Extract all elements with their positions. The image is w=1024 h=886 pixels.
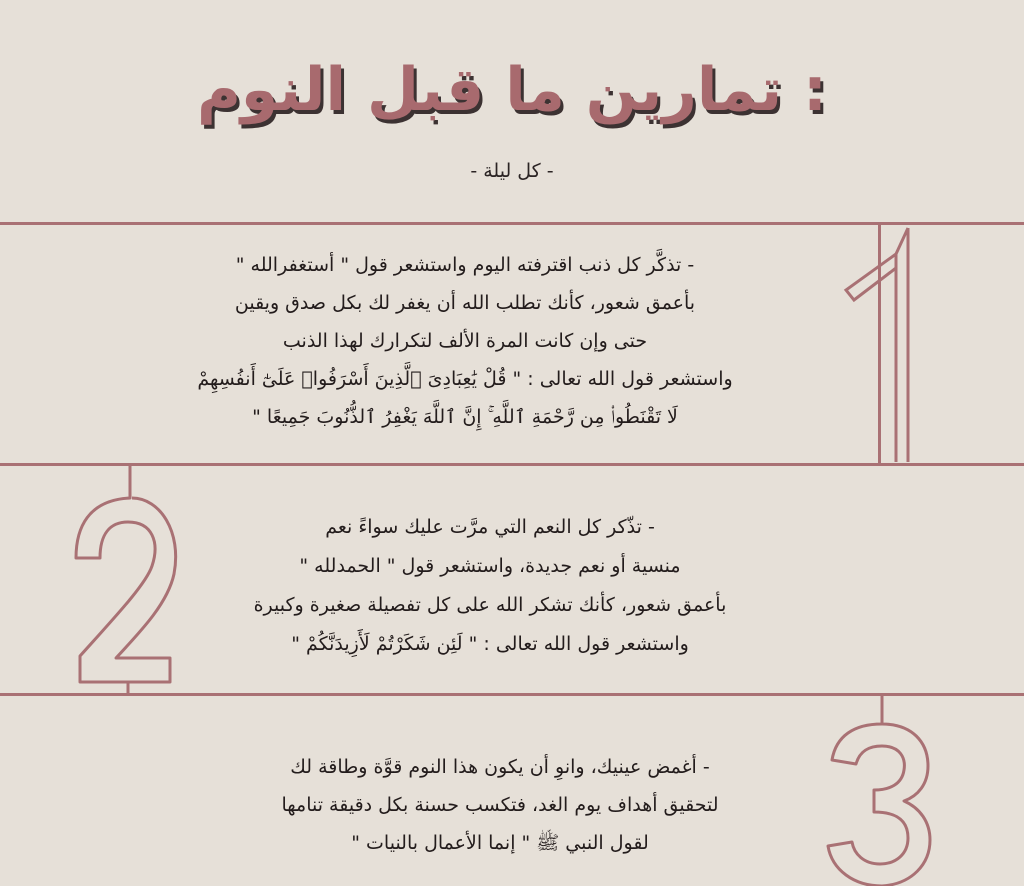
- step-1-line: حتى وإن كانت المرة الألف لتكرارك لهذا الذنب: [282, 330, 648, 352]
- step-2-line: منسية أو نعم جديدة، واستشعر قول " الحمدلله ": [299, 555, 681, 577]
- step-1-numeral: [840, 224, 920, 464]
- step-1-line: - تذكَّر كل ذنب اقترفته اليوم واستشعر قول " أستغفرالله ": [235, 254, 695, 276]
- page-title: تمارين ما قبل النوم :: [196, 55, 828, 125]
- step-2-text: [170, 508, 810, 664]
- step-3-numeral: [820, 696, 930, 886]
- step-1-line: لَا تَقْنَطُوا۟ مِن رَّحْمَةِ ٱللَّهِ ۚ إِنَّ ٱللَّهَ يَغْفِرُ ٱلذُّنُوبَ جَمِيعًا ": [252, 406, 678, 428]
- step-1-text: [100, 246, 830, 436]
- step-2-line: واستشعر قول الله تعالى : " لَئِن شَكَرْتُمْ لَأَزِيدَنَّكُمْ ": [291, 633, 689, 655]
- step-3-line: - أغمض عينيك، وانوِ أن يكون هذا النوم قوَّة وطاقة لك: [290, 756, 710, 778]
- page-subtitle: - كل ليلة -: [470, 160, 554, 182]
- step-2-line: بأعمق شعور، كأنك تشكر الله على كل تفصيلة صغيرة وكبيرة: [253, 594, 727, 616]
- step-2-numeral: [70, 466, 180, 694]
- step-1-line: واستشعر قول الله تعالى : " قُلْ يَٰعِبَادِىَ ٱلَّذِينَ أَسْرَفُوا۟ عَلَىٰٓ أَنفُسِهِمْ: [197, 368, 733, 390]
- step-2-line: - تذّكر كل النعم التي مرَّت عليك سواءً نعم: [325, 516, 655, 538]
- step-3-text: [200, 748, 800, 862]
- step-1-line: بأعمق شعور، كأنك تطلب الله أن يغفر لك بكل صدق ويقين: [234, 292, 696, 314]
- step-3-line: لتحقيق أهداف يوم الغد، فتكسب حسنة بكل دقيقة تنامها: [281, 794, 719, 816]
- step-3-line: لقول النبي ﷺ " إنما الأعمال بالنيات ": [351, 832, 649, 854]
